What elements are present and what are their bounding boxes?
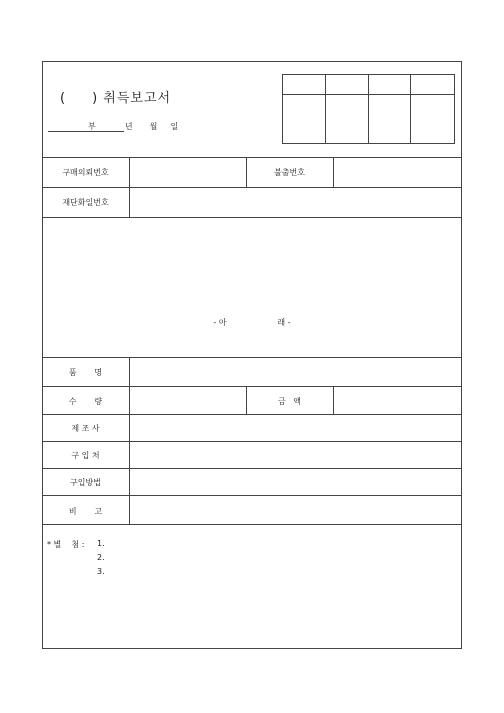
label-quantity: 수 량 (68, 397, 103, 406)
label-asset-file-no: 재단화일번호 (62, 198, 109, 207)
approval-cell (411, 75, 454, 95)
title-paren-open: ( (60, 91, 67, 106)
divider (42, 468, 462, 469)
column-line (333, 386, 334, 414)
divider (42, 495, 462, 496)
title-paren-close: ) (92, 91, 99, 106)
approval-cell (369, 75, 412, 95)
divider (42, 217, 462, 218)
label-release-no: 불출번호 (274, 168, 305, 177)
column-line (333, 157, 334, 187)
column-line (129, 357, 130, 524)
column-line (129, 157, 130, 217)
date-day: 일 (170, 122, 179, 131)
approval-cell (326, 75, 369, 95)
approval-cell (326, 95, 369, 143)
approval-cell (283, 95, 326, 143)
approval-cell (369, 95, 412, 143)
form-title (60, 87, 171, 106)
label-vendor: 구 입 처 (71, 451, 100, 460)
divider (42, 524, 462, 525)
divider (42, 414, 462, 415)
label-amount: 금 액 (277, 397, 302, 406)
title-text: 취득보고서 (103, 91, 172, 106)
attachment-item: 3. (97, 567, 105, 576)
date-line (88, 121, 178, 132)
report-form (42, 61, 462, 649)
approval-cell (411, 95, 454, 143)
attachments-prefix: * 별 첨 : (47, 540, 85, 549)
divider (42, 386, 462, 387)
attachment-item: 1. (97, 539, 105, 548)
label-below: - 아 래 - (213, 318, 291, 327)
dept-suffix: 부 (88, 122, 96, 131)
attachment-item: 2. (97, 553, 105, 562)
approval-cell (283, 75, 326, 95)
label-item-name: 품 명 (68, 368, 103, 377)
date-month: 월 (149, 122, 158, 131)
label-method: 구입방법 (70, 478, 101, 487)
divider (42, 357, 462, 358)
divider (42, 157, 462, 158)
approval-box (282, 74, 455, 144)
date-year: 년 (124, 122, 133, 131)
label-maker: 제 조 사 (71, 424, 100, 433)
label-request-no: 구매의뢰번호 (62, 168, 109, 177)
label-remarks: 비 고 (68, 507, 103, 516)
divider (42, 441, 462, 442)
divider (42, 187, 462, 188)
